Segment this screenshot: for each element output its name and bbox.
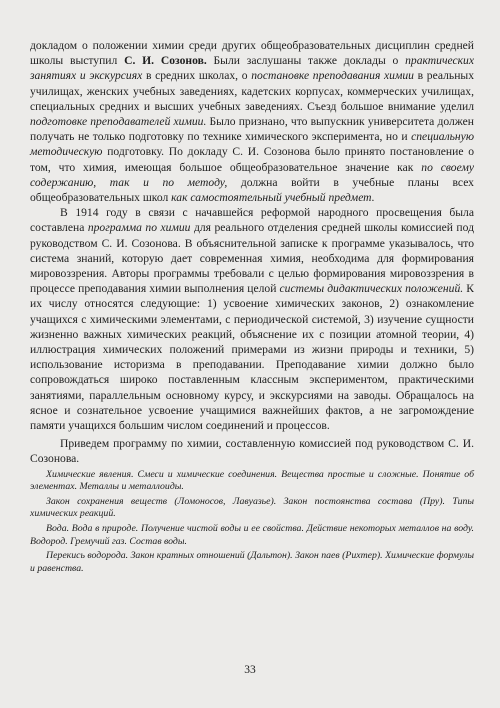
page-number: 33 bbox=[244, 664, 256, 676]
italic-run: системы дидактических положений. bbox=[279, 282, 464, 296]
program-item: Химические явления. Смеси и химические соединения. Вещества простые и сложные. Понятие об элементах. Металлы и металлоиды. bbox=[30, 468, 474, 493]
text-run: в реальных училищах, женских учебных заведениях, кадетских корпусах, коммерческих училищах, специальных средних и высших учебных заведениях. Съезд большое внимание уделил bbox=[30, 69, 474, 113]
italic-run: подготовке преподавателей химии. bbox=[30, 115, 207, 129]
bold-name: С. И. Созонов. bbox=[124, 54, 207, 68]
paragraph-2 bbox=[30, 205, 474, 433]
text-run: в средних школах, о bbox=[142, 69, 252, 83]
italic-run: специальную методическую bbox=[30, 130, 474, 159]
program-item: Перекись водорода. Закон кратных отношений (Дальтон). Закон паев (Рихтер). Химические формулы и равенства. bbox=[30, 550, 474, 574]
program-item: Вода. Вода в природе. Получение чистой воды и ее свойства. Действие некоторых металлов на воду. Водород. Гремучий газ. Состав воды. bbox=[30, 523, 474, 547]
italic-run: программа по химии bbox=[87, 221, 191, 235]
italic-run: практических занятиях и экскурсиях bbox=[30, 54, 474, 83]
body-text bbox=[30, 38, 474, 577]
paragraph-3: Приведем программу по химии, составленную комиссией под руководством С. И. Созонова. bbox=[30, 437, 474, 466]
program-item: Закон сохранения веществ (Ломоносов, Лавуазье). Закон постоянства состава (Пру). Типы химических реакций. bbox=[30, 495, 474, 520]
text-run: для реального отделения средней школы комиссией под руководством С. И. Созонова. В объяснительной записке к программе указывалось, что система знаний, которую дает современная химия, необходима для формирования мировоззрения. Авторы программы требовали с целью формирования мировоззрения в процессе преподавания химии выполнения целой bbox=[30, 221, 475, 296]
text-run: должна войти в учебные планы всех общеобразовательных школ bbox=[30, 175, 474, 205]
italic-run: по своему содержанию, так и по методу, bbox=[30, 160, 474, 189]
program-list bbox=[30, 469, 474, 576]
paragraph-1 bbox=[30, 38, 474, 205]
text-run: подготовку. По докладу С. И. Созонова было принято постановление о том, что химия, имеющая большое общеобразовательное значение как bbox=[30, 145, 474, 174]
text-run: К их числу относятся следующие: 1) усвоение химических законов, 2) ознакомление учащихся с химическими элементами, с периодической системой, 3) изучение сущности жизненно важных химических реакций, объяснение их с позиции атомной теории, 4) иллюстрация химических положений примерами из жизни природы и техники, 5) использование историзма в преподавании. Преподавание химии должно было сопровождаться широко поставленным классным экспериментом, практическими занятиями, параллельным основному курсу, и экскурсиями на заводы. Обращалось на ясное и сознательное усвоение учащимися важнейших фактов, а не загромождение памяти учащихся большим числом соединений и процессов. bbox=[30, 282, 474, 433]
text-run: Были заслушаны также доклады о bbox=[206, 54, 406, 68]
italic-run: постановке преподавания химии bbox=[251, 69, 414, 83]
italic-run: как самостоятельный учебный предмет. bbox=[171, 191, 375, 205]
text-run: Было признано, что выпускник университета должен получать не только подготовку по технике химического эксперимента, но и bbox=[30, 115, 474, 144]
text-run: В 1914 году в связи с начавшейся реформой народного просвещения была составлена bbox=[30, 206, 474, 235]
text-run: докладом о положении химии среди других общеобразовательных дисциплин средней школы выступил bbox=[30, 39, 474, 68]
